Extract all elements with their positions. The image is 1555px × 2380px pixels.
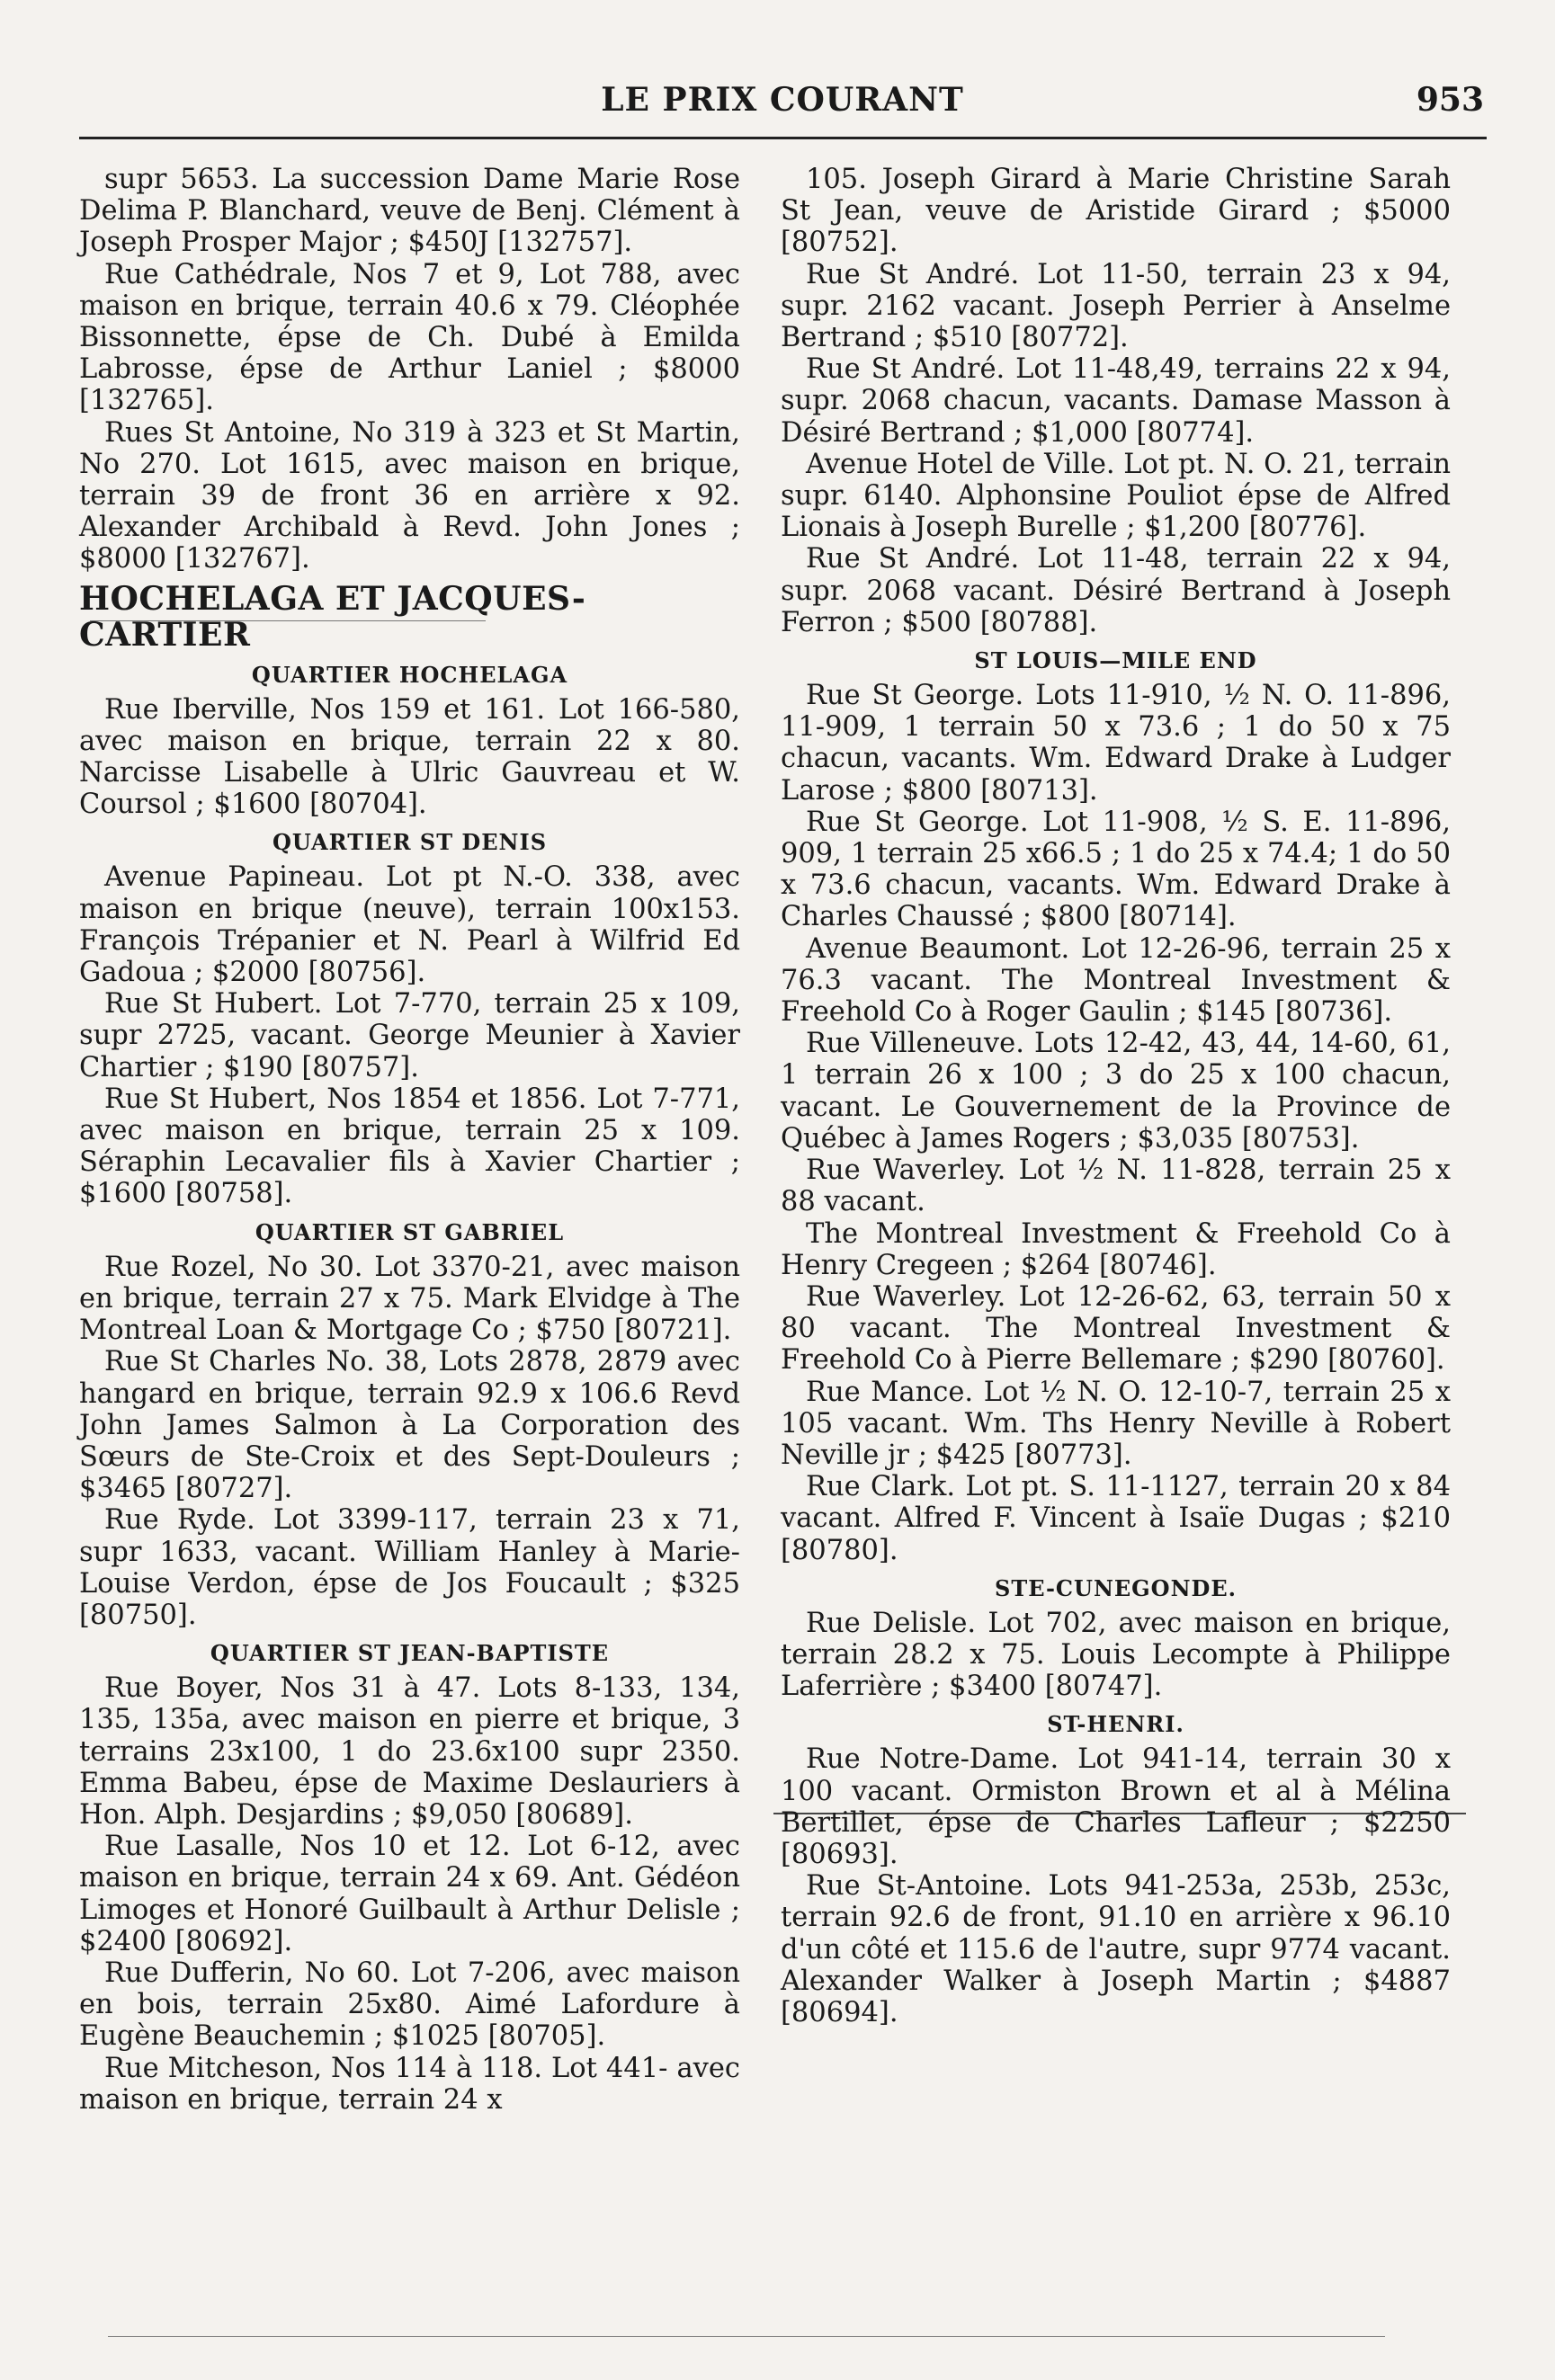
listing-entry: Rue Lasalle, Nos 10 et 12. Lot 6-12, avec maison en brique, terrain 24 x 69. Ant. Gédéon Limoges et Honoré Guilbault à Arthur Delisle ; $2400 [80692]. xyxy=(79,1831,740,1957)
subsection-heading: QUARTIER HOCHELAGA xyxy=(251,661,568,688)
listing-entry: Rue Clark. Lot pt. S. 11-1127, terrain 20 x 84 vacant. Alfred F. Vincent à Isaïe Dugas ; $210 [80780]. xyxy=(781,1471,1451,1566)
listing-entry: Rue St André. Lot 11-48,49, terrains 22 x 94, supr. 2068 chacun, vacants. Damase Masson à Désiré Bertrand ; $1,000 [80774]. xyxy=(781,353,1451,449)
listing-entry: Rue Mitcheson, Nos 114 à 118. Lot 441- avec maison en brique, terrain 24 x xyxy=(79,2052,740,2116)
subsection-heading: ST-HENRI. xyxy=(1047,1711,1184,1738)
listing-entry: Rue St Charles No. 38, Lots 2878, 2879 avec hangard en brique, terrain 92.9 x 106.6 Revd John James Salmon à La Corporation des Sœurs de Ste-Croix et des Sept-Douleurs ; $3465 [80727]. xyxy=(79,1346,740,1505)
running-header xyxy=(81,81,1484,135)
listing-entry: Rue Waverley. Lot ½ N. 11-828, terrain 25 x 88 vacant. xyxy=(781,1154,1451,1218)
page-number: 953 xyxy=(1416,81,1484,119)
listing-entry: Rue Ryde. Lot 3399-117, terrain 23 x 71, supr 1633, vacant. William Hanley à Marie-Louise Verdon, épse de Jos Foucault ; $325 [80750]. xyxy=(79,1504,740,1631)
bottom-rule xyxy=(108,2336,1385,2337)
listing-entry: Rue St George. Lot 11-908, ½ S. E. 11-896, 909, 1 terrain 25 x66.5 ; 1 do 25 x 74.4; 1 do 50 x 73.6 chacun, vacants. Wm. Edward Drake à Charles Chaussé ; $800 [80714]. xyxy=(781,806,1451,933)
right-column xyxy=(781,164,1451,2028)
listing-entry: Avenue Beaumont. Lot 12-26-96, terrain 25 x 76.3 vacant. The Montreal Investment & Freehold Co à Roger Gaulin ; $145 [80736]. xyxy=(781,932,1451,1029)
listing-entry: supr 5653. La succession Dame Marie Rose Delima P. Blanchard, veuve de Benj. Clément à Joseph Prosper Major ; $450J [132757]. xyxy=(79,164,740,259)
listing-entry: Rue Boyer, Nos 31 à 47. Lots 8-133, 134, 135, 135a, avec maison en pierre et brique, 3 terrains 23x100, 1 do 23.6x100 supr 2350. Emma Babeu, épse de Maxime Deslauriers à Hon. Alph. Desjardins ; $9,050 [80689]. xyxy=(79,1672,740,1831)
listing-entry: 105. Joseph Girard à Marie Christine Sarah St Jean, veuve de Aristide Girard ; $5000 [80752]. xyxy=(781,164,1451,259)
header-rule xyxy=(79,137,1487,139)
listing-entry: Rue Waverley. Lot 12-26-62, 63, terrain 50 x 80 vacant. The Montreal Investment & Freehold Co à Pierre Bellemare ; $290 [80760]. xyxy=(781,1280,1451,1377)
listing-entry: Rue Delisle. Lot 702, avec maison en brique, terrain 28.2 x 75. Louis Lecompte à Philippe Laferrière ; $3400 [80747]. xyxy=(781,1607,1451,1703)
section-heading: HOCHELAGA ET JACQUES-CARTIER xyxy=(79,579,586,654)
subsection-heading: QUARTIER ST DENIS xyxy=(272,829,548,856)
subsection-heading: STE-CUNEGONDE. xyxy=(995,1574,1237,1601)
listing-entry: Rue St Hubert. Lot 7-770, terrain 25 x 109, supr 2725, vacant. George Meunier à Xavier Chartier ; $190 [80757]. xyxy=(79,988,740,1083)
listing-entry: Rue Notre-Dame. Lot 941-14, terrain 30 x 100 vacant. Ormiston Brown et al à Mélina Bertillet, épse de Charles Lafleur ; $2250 [80693]. xyxy=(781,1743,1451,1870)
listing-entry: Rue St-Antoine. Lots 941-253a, 253b, 253c, terrain 92.6 de front, 91.10 en arrière x 96.10 d'un côté et 115.6 de l'autre, supr 9774 vacant. Alexander Walker à Joseph Martin ; $4887 [80694]. xyxy=(781,1870,1451,2028)
left-column xyxy=(79,164,740,2116)
page-title: LE PRIX COURANT xyxy=(601,81,964,119)
listing-entry: Rue Villeneuve. Lots 12-42, 43, 44, 14-60, 61, 1 terrain 26 x 100 ; 3 do 25 x 100 chacun, vacant. Le Gouvernement de la Province de Québec à James Rogers ; $3,035 [80753]. xyxy=(781,1028,1451,1154)
listing-entry: Rue St André. Lot 11-48, terrain 22 x 94, supr. 2068 vacant. Désiré Bertrand à Joseph Ferron ; $500 [80788]. xyxy=(781,543,1451,638)
listing-entry: Rue St Hubert, Nos 1854 et 1856. Lot 7-771, avec maison en brique, terrain 25 x 109. Séraphin Lecavalier fils à Xavier Chartier ; $1600 [80758]. xyxy=(79,1083,740,1210)
listing-entry: Rue Mance. Lot ½ N. O. 12-10-7, terrain 25 x 105 vacant. Wm. Ths Henry Neville à Robert Neville jr ; $425 [80773]. xyxy=(781,1376,1451,1471)
listing-entry: Rue Cathédrale, Nos 7 et 9, Lot 788, avec maison en brique, terrain 40.6 x 79. Cléophée Bissonnette, épse de Ch. Dubé à Emilda Labrosse, épse de Arthur Laniel ; $8000 [132765]. xyxy=(79,258,740,417)
subsection-heading: ST LOUIS—MILE END xyxy=(974,647,1257,674)
listing-entry: Rues St Antoine, No 319 à 323 et St Martin, No 270. Lot 1615, avec maison en brique, terrain 39 de front 36 en arrière x 92. Alexander Archibald à Revd. John Jones ; $8000 [132767]. xyxy=(79,416,740,575)
listing-entry: Rue Dufferin, No 60. Lot 7-206, avec maison en bois, terrain 25x80. Aimé Lafordure à Eugène Beauchemin ; $1025 [80705]. xyxy=(79,1957,740,2053)
listing-entry: Rue St George. Lots 11-910, ½ N. O. 11-896, 11-909, 1 terrain 50 x 73.6 ; 1 do 50 x 75 chacun, vacants. Wm. Edward Drake à Ludger Larose ; $800 [80713]. xyxy=(781,680,1451,807)
listing-entry: The Montreal Investment & Freehold Co à Henry Cregeen ; $264 [80746]. xyxy=(781,1217,1451,1281)
listing-entry: Rue Rozel, No 30. Lot 3370-21, avec maison en brique, terrain 27 x 75. Mark Elvidge à The Montreal Loan & Mortgage Co ; $750 [80721]. xyxy=(79,1251,740,1347)
listing-entry: Avenue Papineau. Lot pt N.-O. 338, avec maison en brique (neuve), terrain 100x153. François Trépanier et N. Pearl à Wilfrid Ed Gadoua ; $2000 [80756]. xyxy=(79,861,740,989)
subsection-heading: QUARTIER ST GABRIEL xyxy=(255,1218,565,1245)
listing-entry: Rue St André. Lot 11-50, terrain 23 x 94, supr. 2162 vacant. Joseph Perrier à Anselme Bertrand ; $510 [80772]. xyxy=(781,258,1451,354)
subsection-heading: QUARTIER ST JEAN-BAPTISTE xyxy=(210,1640,610,1667)
listing-entry: Avenue Hotel de Ville. Lot pt. N. O. 21, terrain supr. 6140. Alphonsine Pouliot épse de Alfred Lionais à Joseph Burelle ; $1,200 [80776]. xyxy=(781,448,1452,544)
listing-entry: Rue Iberville, Nos 159 et 161. Lot 166-580, avec maison en brique, terrain 22 x 80. Narcisse Lisabelle à Ulric Gauvreau et W. Coursol ; $1600 [80704]. xyxy=(79,693,740,821)
